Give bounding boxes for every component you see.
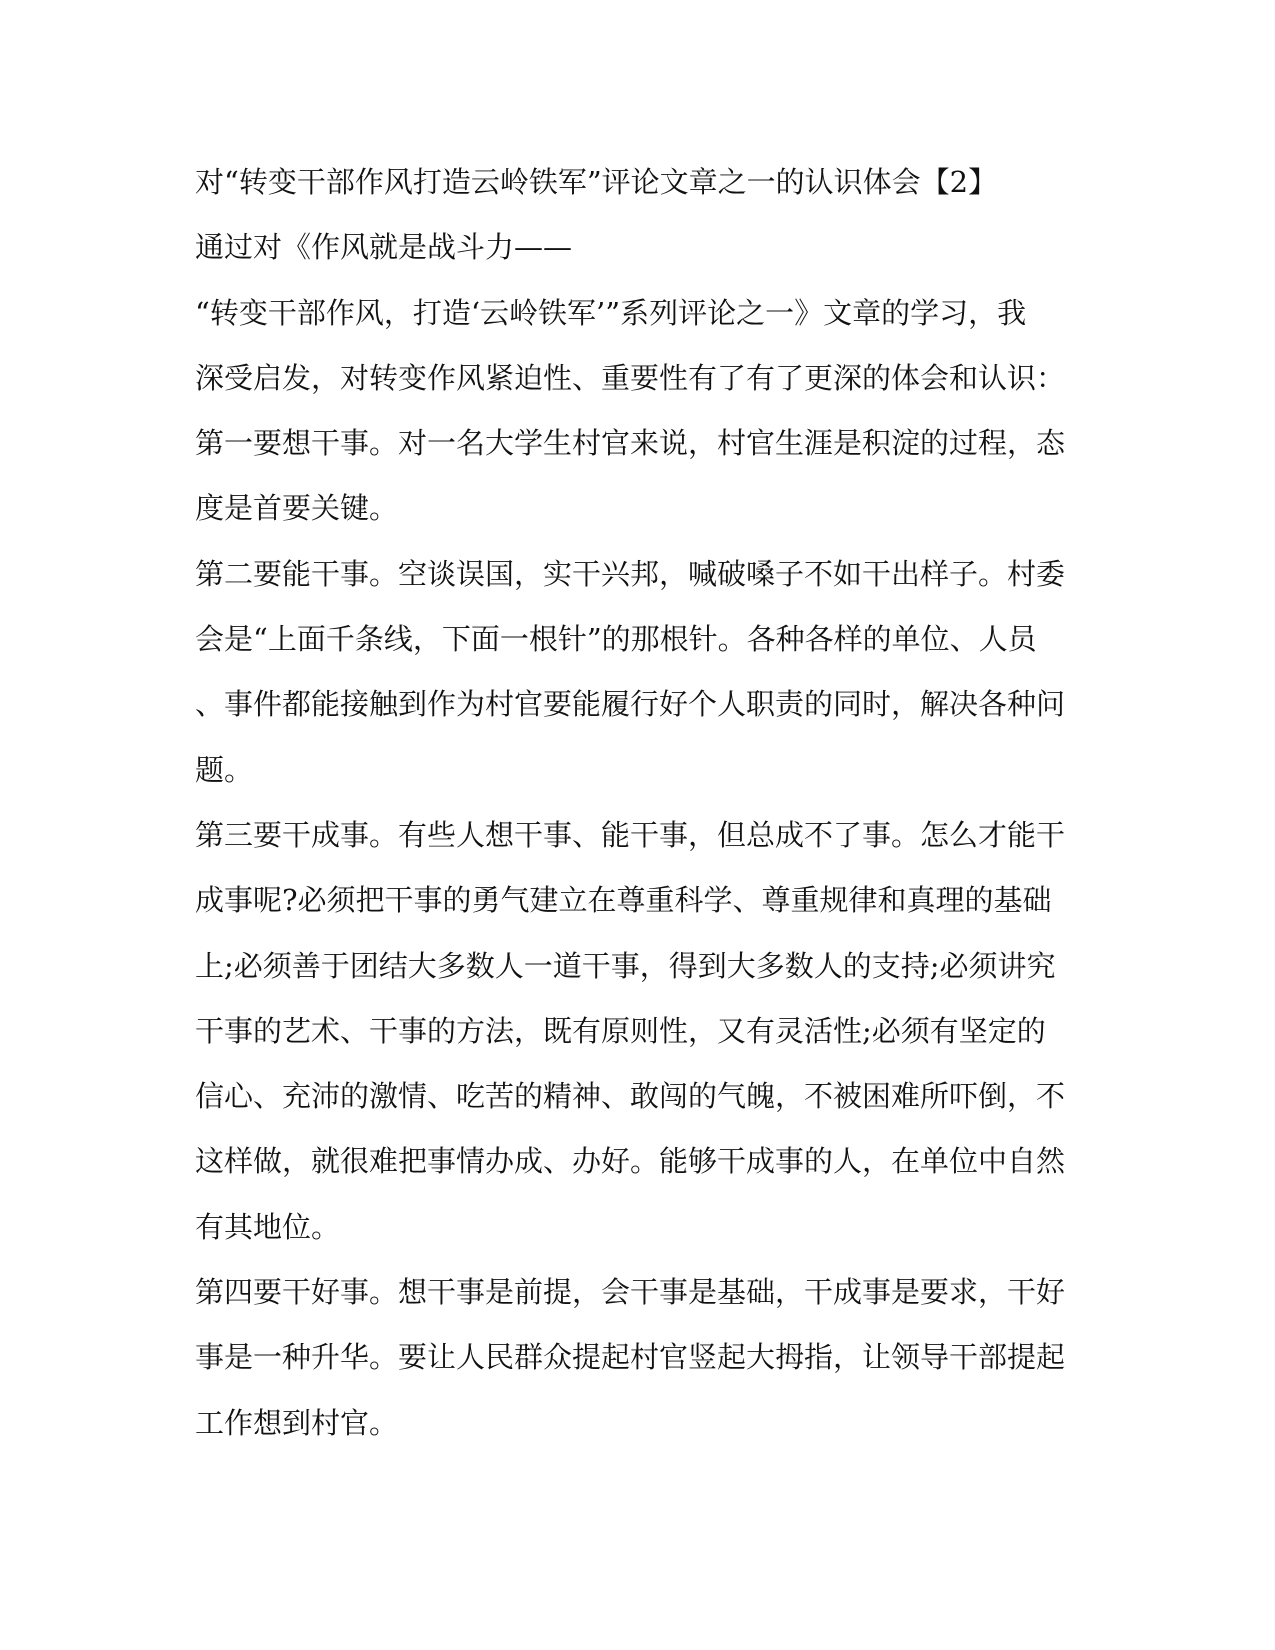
text-line: 度是首要关键。 bbox=[195, 491, 399, 526]
text-line: 第一要想干事。对一名大学生村官来说，村官生涯是积淀的过程，态 bbox=[195, 426, 1066, 461]
text-line: 题。 bbox=[195, 752, 254, 787]
text-line: 通过对《作风就是战斗力—— bbox=[195, 230, 573, 265]
text-line: 干事的艺术、干事的方法，既有原则性，又有灵活性;必须有坚定的 bbox=[195, 1013, 1046, 1048]
text-line: 上;必须善于团结大多数人一道干事，得到大多数人的支持;必须讲究 bbox=[195, 948, 1056, 983]
text-line: 成事呢?必须把干事的勇气建立在尊重科学、尊重规律和真理的基础 bbox=[195, 883, 1052, 918]
document-title: 对“转变干部作风打造云岭铁军”评论文章之一的认识体会【2】 bbox=[195, 165, 998, 199]
document-body bbox=[195, 150, 1085, 1456]
text-line: 这样做，就很难把事情办成、办好。能够干成事的人，在单位中自然 bbox=[195, 1144, 1066, 1179]
text-line: 深受启发，对转变作风紧迫性、重要性有了有了更深的体会和认识： bbox=[195, 360, 1066, 395]
text-line: 第三要干成事。有些人想干事、能干事，但总成不了事。怎么才能干 bbox=[195, 817, 1066, 852]
text-line: 有其地位。 bbox=[195, 1209, 341, 1244]
text-line: 、事件都能接触到作为村官要能履行好个人职责的同时，解决各种问 bbox=[195, 687, 1066, 722]
text-line: 信心、充沛的激情、吃苦的精神、敢闯的气魄，不被困难所吓倒，不 bbox=[195, 1079, 1066, 1114]
text-line: 工作想到村官。 bbox=[195, 1405, 399, 1440]
text-line: “转变干部作风，打造‘云岭铁军’”系列评论之一》文章的学习，我 bbox=[195, 295, 1027, 330]
text-line: 第四要干好事。想干事是前提，会干事是基础，干成事是要求，干好 bbox=[195, 1275, 1066, 1310]
text-line: 事是一种升华。要让人民群众提起村官竖起大拇指，让领导干部提起 bbox=[195, 1340, 1066, 1375]
text-line: 会是“上面千条线，下面一根针”的那根针。各种各样的单位、人员 bbox=[195, 622, 1037, 657]
text-line: 第二要能干事。空谈误国，实干兴邦，喊破嗓子不如干出样子。村委 bbox=[195, 556, 1066, 591]
